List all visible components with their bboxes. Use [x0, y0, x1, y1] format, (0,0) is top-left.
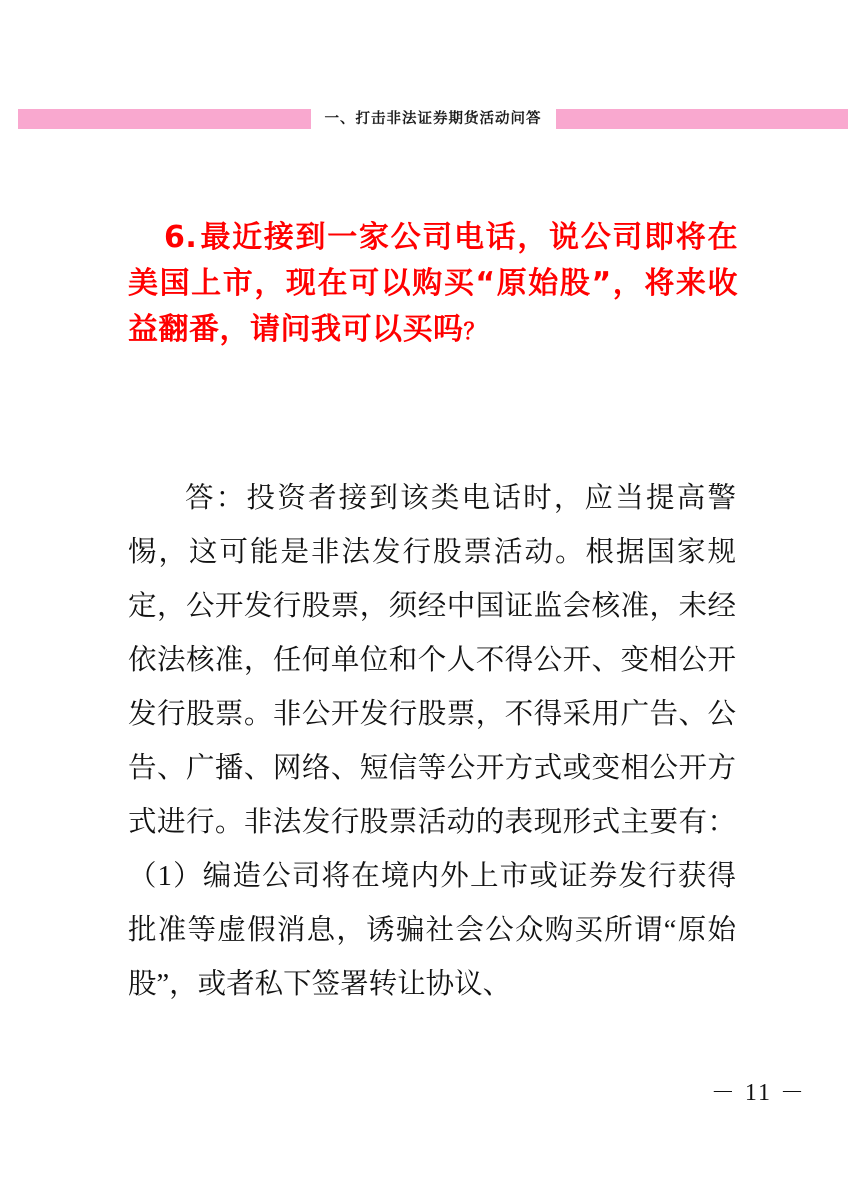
header-decor-bar-right — [556, 109, 849, 129]
question-mark: ？ — [463, 320, 487, 345]
page-number: － 11 － — [710, 1080, 806, 1106]
question-text: 最近接到一家公司电话，说公司即将在美国上市，现在可以购买“原始股”，将来收益翻番，请问我可以买吗 — [128, 220, 738, 347]
header-decor-bar-left — [18, 109, 311, 129]
header-title: 一、打击非法证券期货活动问答 — [324, 111, 542, 127]
question-heading — [128, 215, 738, 356]
answer-paragraph: 答：投资者接到该类电话时，应当提高警惕，这可能是非法发行股票活动。根据国家规定，公开发行股票，须经中国证监会核准，未经依法核准，任何单位和个人不得公开、变相公开发行股票。非公开发行股票，不得采用广告、公告、广播、网络、短信等公开方式或变相公开方式进行。非法发行股票活动的表现形式主要有：（1）编造公司将在境内外上市或证券发行获得批准等虚假消息，诱骗社会公众购买所谓“原始股”，或者私下签署转让协议、 — [128, 483, 736, 1000]
page-header — [18, 108, 848, 130]
answer-body — [128, 472, 736, 1012]
question-number: 6. — [164, 220, 198, 255]
